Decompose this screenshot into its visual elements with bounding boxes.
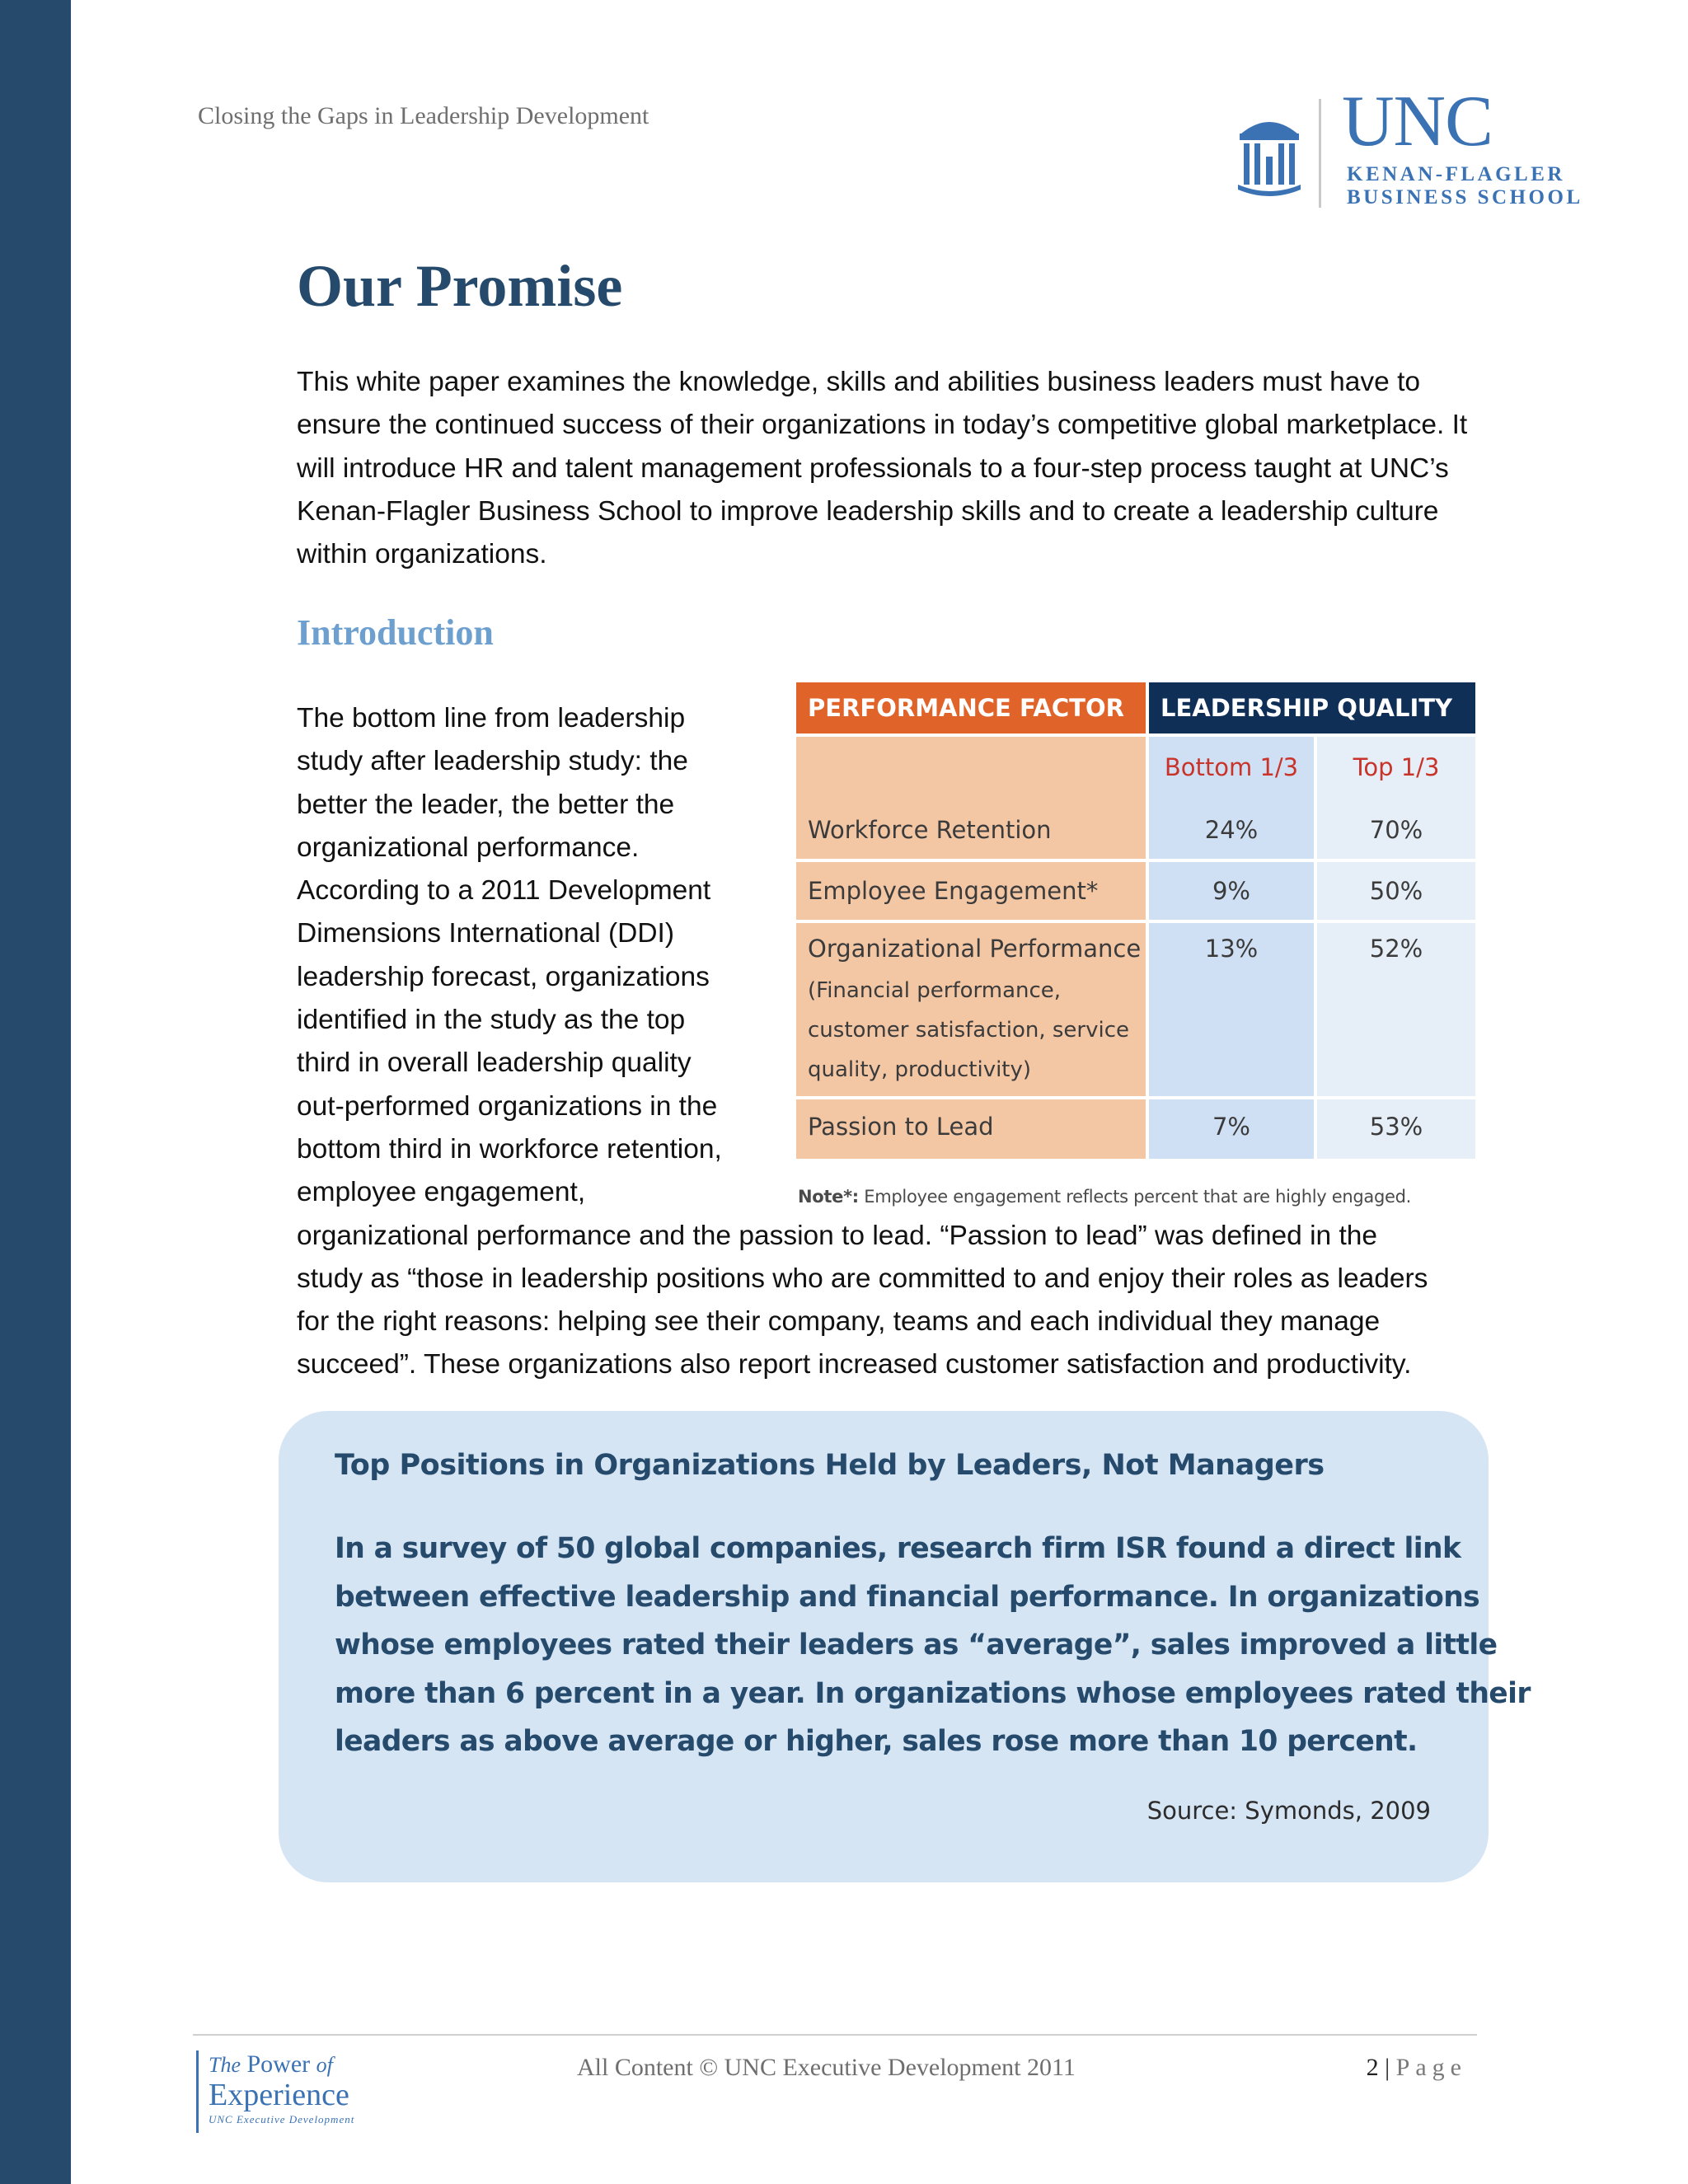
row-label-workforce-retention: Workforce Retention: [808, 816, 1052, 844]
value-organizational-performance-bottom: 13%: [1204, 935, 1259, 963]
logo-of: of: [316, 2053, 333, 2077]
page-title: Our Promise: [297, 253, 623, 319]
table-note-label: Note*:: [798, 1187, 859, 1207]
intro-line: bottom third in workforce retention,: [297, 1133, 722, 1165]
intro-line: third in overall leadership quality: [297, 1047, 692, 1079]
value-organizational-performance-top: 52%: [1369, 935, 1423, 963]
old-well-icon: [1236, 105, 1302, 196]
logo-power: Power: [246, 2050, 311, 2078]
column-label-top-third: Top 1/3: [1353, 753, 1440, 781]
row-separator: [796, 1096, 1475, 1099]
page-number-value: 2: [1366, 2054, 1379, 2081]
callout-title: Top Positions in Organizations Held by Leaders, Not Managers: [335, 1449, 1325, 1482]
leaders-callout-box: [279, 1411, 1531, 1882]
introduction-heading: Introduction: [297, 612, 494, 653]
value-passion-to-lead-top: 53%: [1369, 1113, 1423, 1141]
value-passion-to-lead-bottom: 7%: [1212, 1113, 1250, 1141]
logo-wordmark: UNC: [1342, 82, 1493, 162]
table-note-text: Employee engagement reflects percent that are highly engaged.: [864, 1187, 1412, 1207]
value-employee-engagement-top: 50%: [1369, 877, 1423, 905]
power-of-experience-logo: [196, 2050, 394, 2133]
running-header-title: Closing the Gaps in Leadership Development: [198, 102, 649, 129]
table-header-performance-factor: PERFORMANCE FACTOR: [796, 682, 1146, 733]
logo-divider: [1319, 99, 1321, 208]
intro-line: The bottom line from leadership: [297, 703, 686, 733]
row-separator: [796, 859, 1475, 862]
callout-line: In a survey of 50 global companies, research firm ISR found a direct link: [335, 1532, 1461, 1565]
row-sublabel-line: (Financial performance,: [808, 978, 1062, 1003]
row-label-passion-to-lead: Passion to Lead: [808, 1113, 994, 1141]
intro-line: better the leader, the better the: [297, 789, 675, 820]
footer-copyright: All Content © UNC Executive Development 2011: [577, 2054, 1076, 2081]
column-label-bottom-third: Bottom 1/3: [1164, 753, 1299, 781]
footer-divider: [193, 2034, 1477, 2036]
callout-source: Source: Symonds, 2009: [1146, 1797, 1431, 1825]
logo-school-name: [1347, 163, 1583, 209]
intro-line: employee engagement,: [297, 1177, 586, 1208]
intro-line: Dimensions International (DDI): [297, 918, 675, 949]
row-sublabel-line: quality, productivity): [808, 1057, 1032, 1082]
row-sublabel-line: customer satisfaction, service: [808, 1018, 1129, 1043]
callout-line: whose employees rated their leaders as “average”, sales improved a little: [335, 1629, 1498, 1661]
row-label-employee-engagement: Employee Engagement*: [808, 877, 1099, 905]
page-word: Page: [1395, 2054, 1467, 2081]
callout-body: [335, 1525, 1531, 1766]
logo-power-line: [209, 2050, 394, 2079]
intro-line: According to a 2011 Development: [297, 875, 711, 907]
intro-line: leadership forecast, organizations: [297, 961, 710, 992]
intro-line: succeed”. These organizations also report increased customer satisfaction and productivity.: [297, 1349, 1412, 1380]
table-header-leadership-quality: LEADERSHIP QUALITY: [1149, 682, 1475, 733]
leadership-performance-table: [796, 682, 1475, 1159]
unc-kenan-flagler-logo: [1236, 82, 1607, 213]
logo-the: The: [209, 2053, 241, 2077]
logo-experience: Experience: [209, 2078, 349, 2112]
logo-line-1: KENAN-FLAGLER: [1347, 163, 1565, 185]
row-label-organizational-performance: Organizational Performance: [808, 935, 1142, 963]
value-workforce-retention-top: 70%: [1369, 816, 1423, 844]
logo-line-2: BUSINESS SCHOOL: [1347, 185, 1583, 209]
page-separator: |: [1385, 2054, 1390, 2081]
intro-line: out-performed organizations in the: [297, 1090, 718, 1122]
table-footnote: [798, 1187, 1411, 1207]
intro-line: organizational performance and the passion to lead. “Passion to lead” was defined in the: [297, 1220, 1378, 1251]
callout-line: between effective leadership and financial performance. In organizations: [335, 1580, 1480, 1614]
promise-paragraph: This white paper examines the knowledge, skills and abilities business leaders must have to ensure the continued success of their organizations in today’s competitive global marketplace. It will introduce HR and talent management professionals to a four-step process taught at UNC’s Kenan-Flagler Business School to improve leadership skills and to create a leadership culture within organizations.: [297, 367, 1468, 570]
intro-line: for the right reasons: helping see their company, teams and each individual they manage: [297, 1306, 1381, 1338]
logo-tagline: UNC Executive Development: [209, 2113, 355, 2125]
callout-line: more than 6 percent in a year. In organizations whose employees rated their: [335, 1676, 1531, 1710]
value-employee-engagement-bottom: 9%: [1212, 877, 1250, 905]
intro-line: study as “those in leadership positions who are committed to and enjoy their roles as leaders: [297, 1263, 1428, 1294]
intro-line: study after leadership study: the: [297, 746, 688, 777]
intro-line: identified in the study as the top: [297, 1005, 686, 1036]
row-separator: [796, 920, 1475, 923]
intro-line: organizational performance.: [297, 832, 640, 863]
callout-line: leaders as above average or higher, sales rose more than 10 percent.: [335, 1725, 1418, 1758]
value-workforce-retention-bottom: 24%: [1204, 816, 1259, 844]
page-number: [1367, 2054, 1467, 2082]
left-color-bar: [0, 0, 71, 2184]
